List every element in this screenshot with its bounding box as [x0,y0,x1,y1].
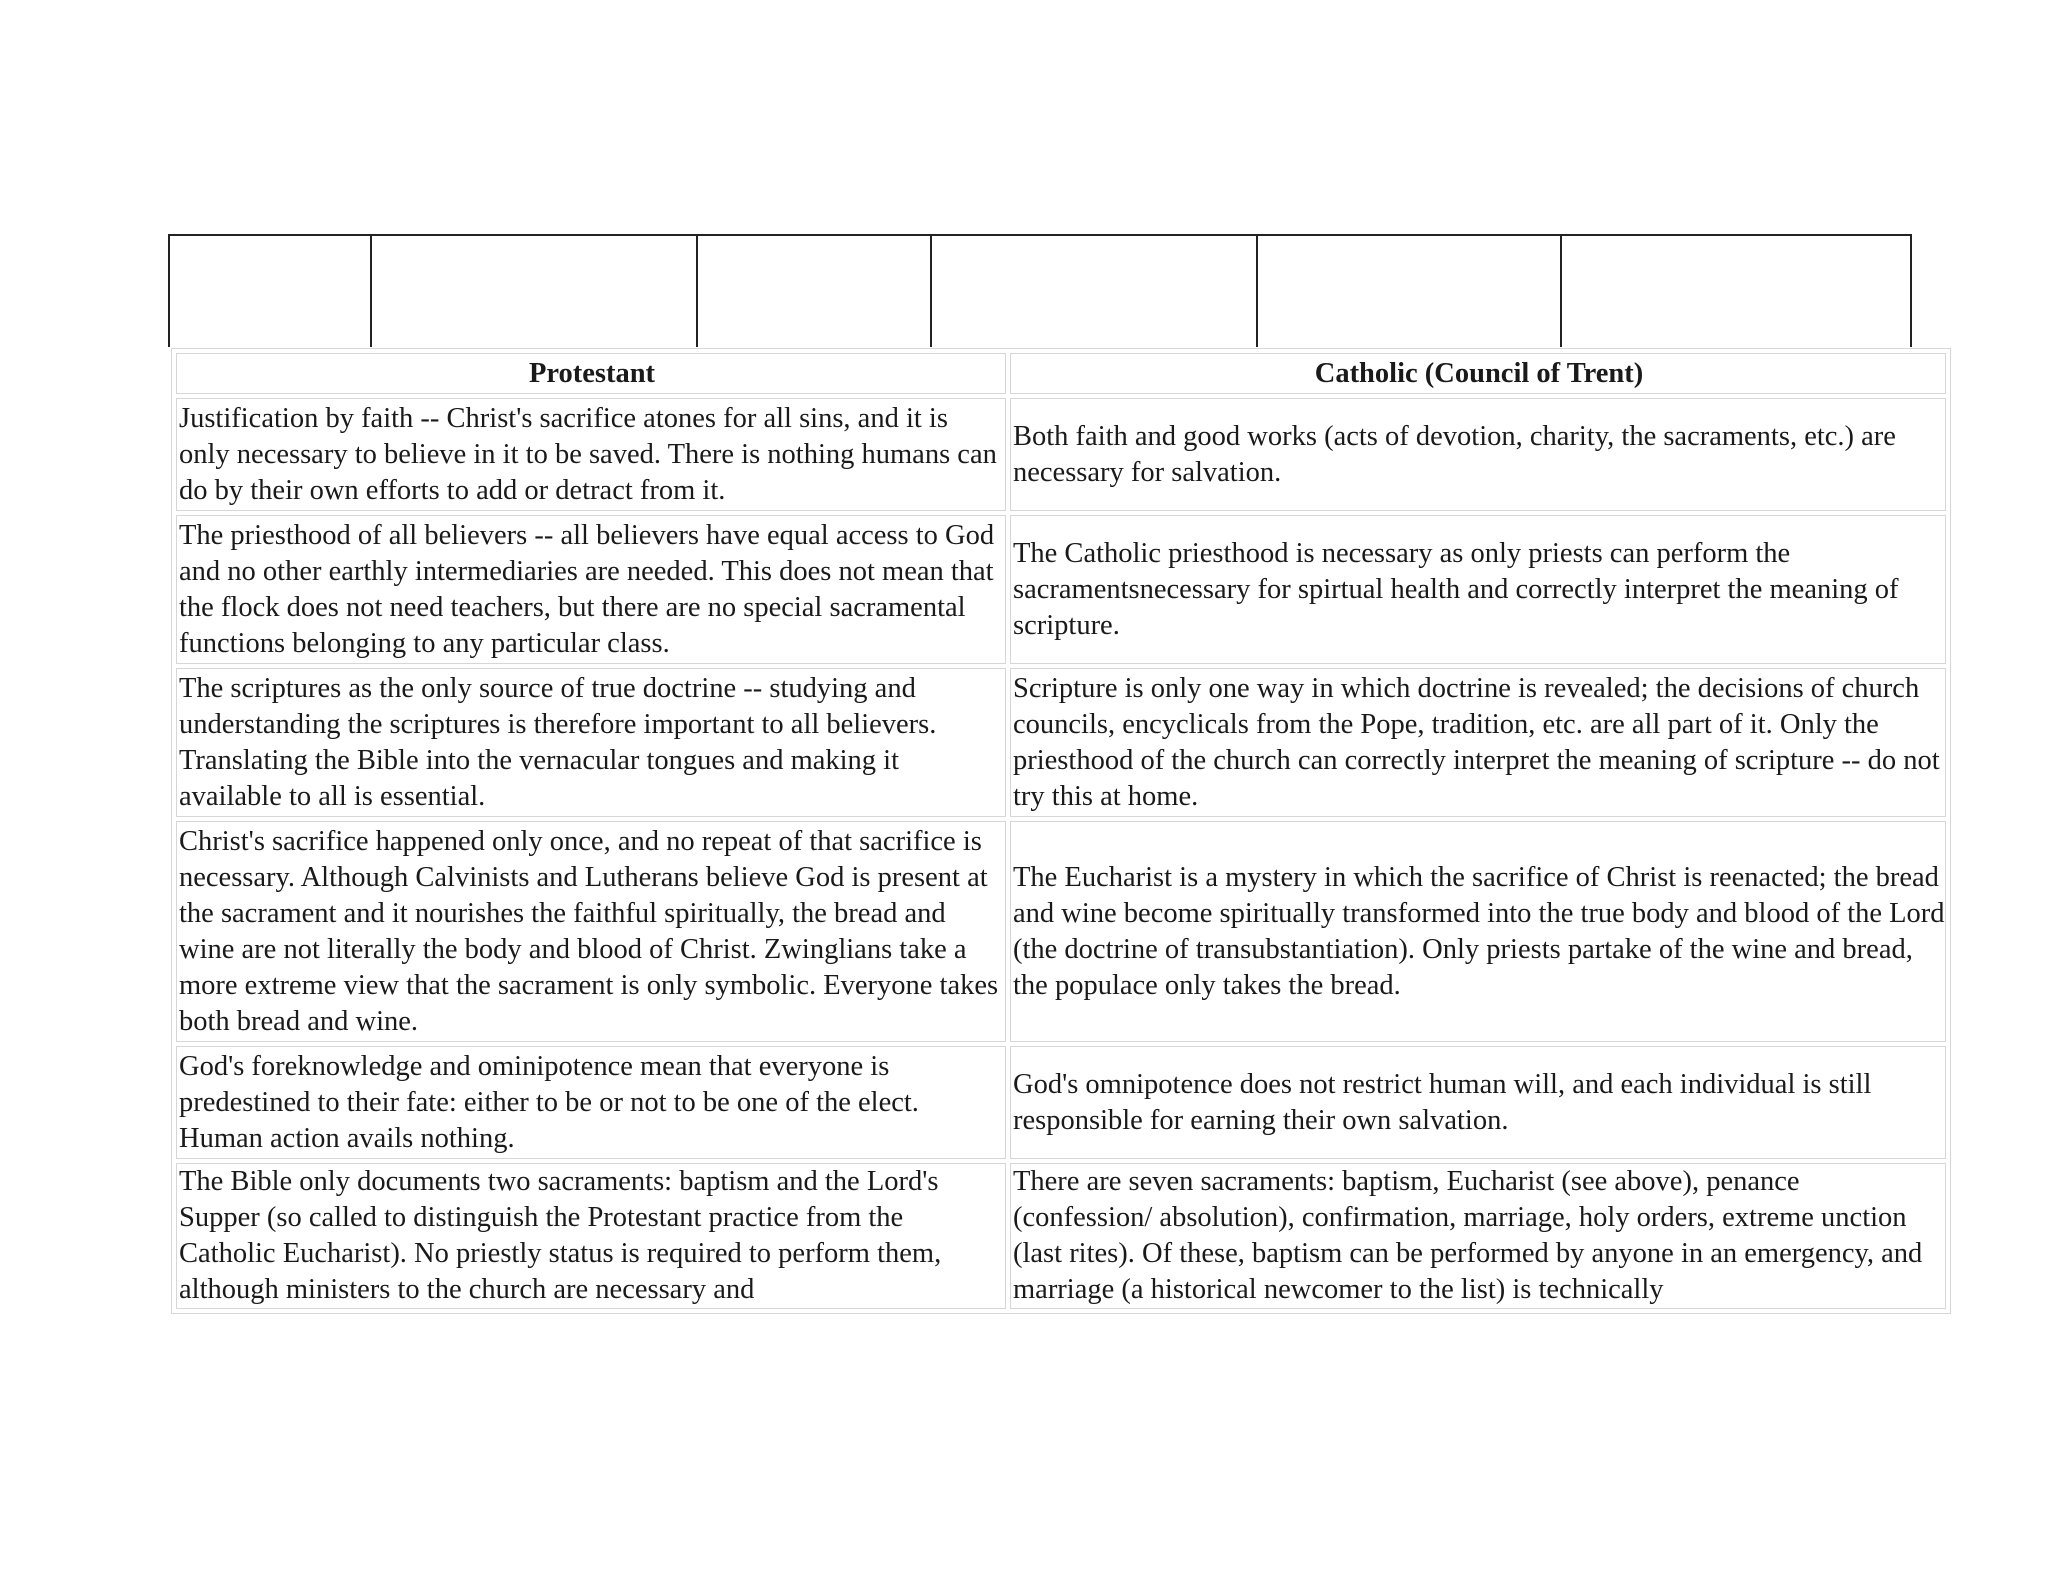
table-row [176,515,1946,664]
protestant-cell [176,1163,1006,1309]
table-row [176,668,1946,817]
protestant-cell: Justification by faith -- Christ's sacrifice atones for all sins, and it is only necessary to believe in it to be saved. There is nothing humans can do by their own efforts to add or detract from it. [176,398,1006,511]
catholic-cell [1010,1163,1946,1309]
protestant-cell: Christ's sacrifice happened only once, and no repeat of that sacrifice is necessary. Although Calvinists and Lutherans believe God is present at the sacrament and it nourishes the faithful spiritually, the bread and wine are not literally the body and blood of Christ. Zwinglians take a more extreme view that the sacrament is only symbolic. Everyone takes both bread and wine. [176,821,1006,1042]
table-row [176,1046,1946,1159]
catholic-cell: Scripture is only one way in which doctrine is revealed; the decisions of church councils, encyclicals from the Pope, tradition, etc. are all part of it. Only the priesthood of the church can correctly interpret the meaning of scripture -- do not try this at home. [1010,668,1946,817]
table-row [176,398,1946,511]
empty-header-row [168,234,1912,347]
table-row [176,821,1946,1042]
protestant-cell: The scriptures as the only source of true doctrine -- studying and understanding the scriptures is therefore important to all believers. Translating the Bible into the vernacular tongues and making it available to all is essential. [176,668,1006,817]
protestant-cell: God's foreknowledge and ominipotence mean that everyone is predestined to their fate: either to be or not to be one of the elect. Human action avails nothing. [176,1046,1006,1159]
empty-cell-divider [696,236,698,347]
protestant-cell: The priesthood of all believers -- all believers have equal access to God and no other earthly intermediaries are needed. This does not mean that the flock does not need teachers, but there are no special sacramental functions belonging to any particular class. [176,515,1006,664]
empty-cell-divider [1560,236,1562,347]
empty-cell-divider [370,236,372,347]
catholic-cell: The Catholic priesthood is necessary as only priests can perform the sacramentsnecessary for spirtual health and correctly interpret the meaning of scripture. [1010,515,1946,664]
catholic-cell-text: There are seven sacraments: baptism, Eucharist (see above), penance (confession/ absolution), confirmation, marriage, holy orders, extreme unction (last rites). Of these, baptism can be performed by anyone in an emergency, and marriage (a historical newcomer to the list) is technically [1013,1166,1923,1305]
catholic-cell: The Eucharist is a mystery in which the sacrifice of Christ is reenacted; the bread and wine become spiritually transformed into the true body and blood of the Lord (the doctrine of transubstantiation). Only priests partake of the wine and bread, the populace only takes the bread. [1010,821,1946,1042]
header-protestant: Protestant [176,353,1006,394]
table-header-row [176,353,1946,394]
header-catholic: Catholic (Council of Trent) [1010,353,1946,394]
empty-cell-divider [1256,236,1258,347]
protestant-cell-text: The Bible only documents two sacraments: baptism and the Lord's Supper (so called to distinguish the Protestant practice from the Catholic Eucharist). No priestly status is required to perform them, although ministers to the church are necessary and [179,1166,942,1305]
empty-cell-divider [930,236,932,347]
catholic-cell: Both faith and good works (acts of devotion, charity, the sacraments, etc.) are necessary for salvation. [1010,398,1946,511]
comparison-table [171,348,1951,1314]
table-row [176,1163,1946,1309]
catholic-cell: God's omnipotence does not restrict human will, and each individual is still responsible for earning their own salvation. [1010,1046,1946,1159]
